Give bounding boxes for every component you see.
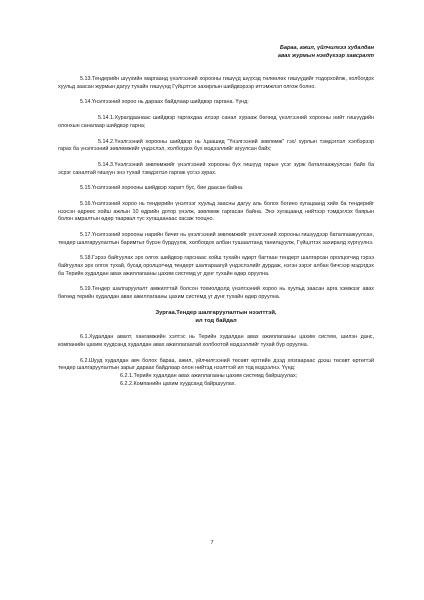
paragraph-5-15: 5.15.Үнэлгээний хорооны шийдвэр харагт бус, бие даасан байна. [80, 185, 244, 192]
section-title-line-1: Зургаа.Тендер шалгаруулалтын нээлттэй, [155, 309, 277, 316]
paragraph-6-1: 6.1.Худалдан авалт, хангамжийн хэлтэс нь Терийн худалдан авах ажиллагааны цахим систем, шилэн данс, компанийн цахим хуудсанд худалдан авах ажиллагаатай холбоотой мэдээллийг тухай бүр оруулна. [58, 334, 374, 348]
annex-header [58, 44, 374, 60]
section-title-line-2: ил тод байдал [195, 317, 237, 324]
list-item-6-2-1: 6.2.1.Терийн худалдан авах ажиллагааны цахим системд байршуулах; [120, 372, 298, 379]
section-title [58, 310, 374, 326]
annex-header-line-2: авах журмын нэгдүгээр хавсралт [277, 53, 374, 59]
paragraph-5-13: 5.13.Тендерийн шүүхийн маргаанд үнэлгээний хорооны гишүүд шүүхэд төлөөлөх гишүүдийг тодорхойлж, холбогдох хуульд заасан журмын дагуу тухайн гишүүнд Гүйцэтгэх захирлын шийдвэрээр итгэмжлэл олгож болно. [58, 76, 374, 90]
paragraph-5-18: 5.18.Гэрээ байгуулах эрх олгох шийдвэр гарснаас хойш тухайн өдөрт багтаан тендерт шалгарсан оролцогчид гэрээ байгуулах эрх олгох тухай, бусад оролцогчид тендерт шалгараагүй үндэслэлийг дурдаж, нэгэн зэрэг албан бичгээр мэдэгдэх ба Терийн худалдан авах ажиллагааны цахим системд уг дүнг тухайн өдөр оруулна. [58, 255, 374, 277]
paragraph-5-16: 5.16.Үнэлгээний хороо нь тендерийн үнэлгээг хуульд заасны дагуу аль болох богино хугацаанд хийх ба тендерийг нээсэн өдрөөс хойш ажлын 10 өдрийн дотор үнэлж, зөвлөмж гаргасан байна. Энэ хугацаанд нийтээр тэмдэглэх баярын болон амралтын өдөр таарвал тус хугацаанаас хасаж тооцно. [58, 201, 374, 223]
page-number: 7 [210, 540, 214, 546]
paragraph-6-2: 6.2.Шууд худалдан авч болох бараа, ажил, үйлчилгээний төсөвт өртгийн дээд хязгаараас дээш төсөвт өртөгтэй тендер шалгаруулалтын зарыг дараах байдлаар олон нийтэд нээлттэй ил тод мэдээлнэ. Үүнд: [58, 357, 374, 372]
paragraph-5-14-2: 5.14.2.Үнэлгээний хорооны шийдвэр нь /цаашид "Үнэлгээний зөвлөмж" гэх/ хурлын тэмдэглэл хэлбэрээр гарах ба үнэлгээний зөвлөмжийг үндэслэл, холбогдох бүх мэдээллийг агуулсан байх; [58, 138, 374, 153]
paragraph-5-14-1: 5.14.1.Хуралдаанаас шийдвэр гаргахдаа илээр санал хурааж бөгөөд үнэлгээний хорооны нийт гишүүдийн олонхын саналаар шийдвэр гарна; [58, 115, 374, 129]
paragraph-5-17: 5.17.Үнэлгээний хорооны нарийн бичиг нь үнэлгээний зөвлөмжийг үнэлгээний хорооны гишүүдээр баталгаажуулсан, тендер шалгаруулалтын баримтыг бүрэн бүрдүүлж, холбогдох албан тушаалтанд танилцуулж, Гүйцэтгэх захиралд хүргүүлнэ. [58, 232, 374, 246]
list-item-6-2-2: 6.2.2.Компанийн цахим хуудсанд байршуулах. [120, 380, 236, 387]
paragraph-5-19: 5.19.Тендер шалгаруулалт амжилттай болсон тохиолдолд үнэлгээний хороо нь хуульд заасан арга хэмжээг авах бөгөөд терийн худалдан авах ажиллагааны цахим системд уг дүнг тухайн өдөр оруулна. [58, 286, 374, 300]
paragraph-5-14-3: 5.14.3.Үнэлгээний зөвлөмжийг үнэлгээний хорооны бүх гишүүд гарын үсэг зурж баталгаажуулсан байх ба эсрэг саналтай гишүүн энэ тухай тэмдэглэл гаргаж үсгээ зурах. [58, 161, 374, 176]
annex-header-line-1: Бараа, ажил, үйлчилгээ худалдан [279, 45, 374, 51]
paragraph-5-14: 5.14.Үнэлгээний хороо нь дараах байдлаар шийдвэр гаргана. Үүнд: [80, 99, 249, 106]
